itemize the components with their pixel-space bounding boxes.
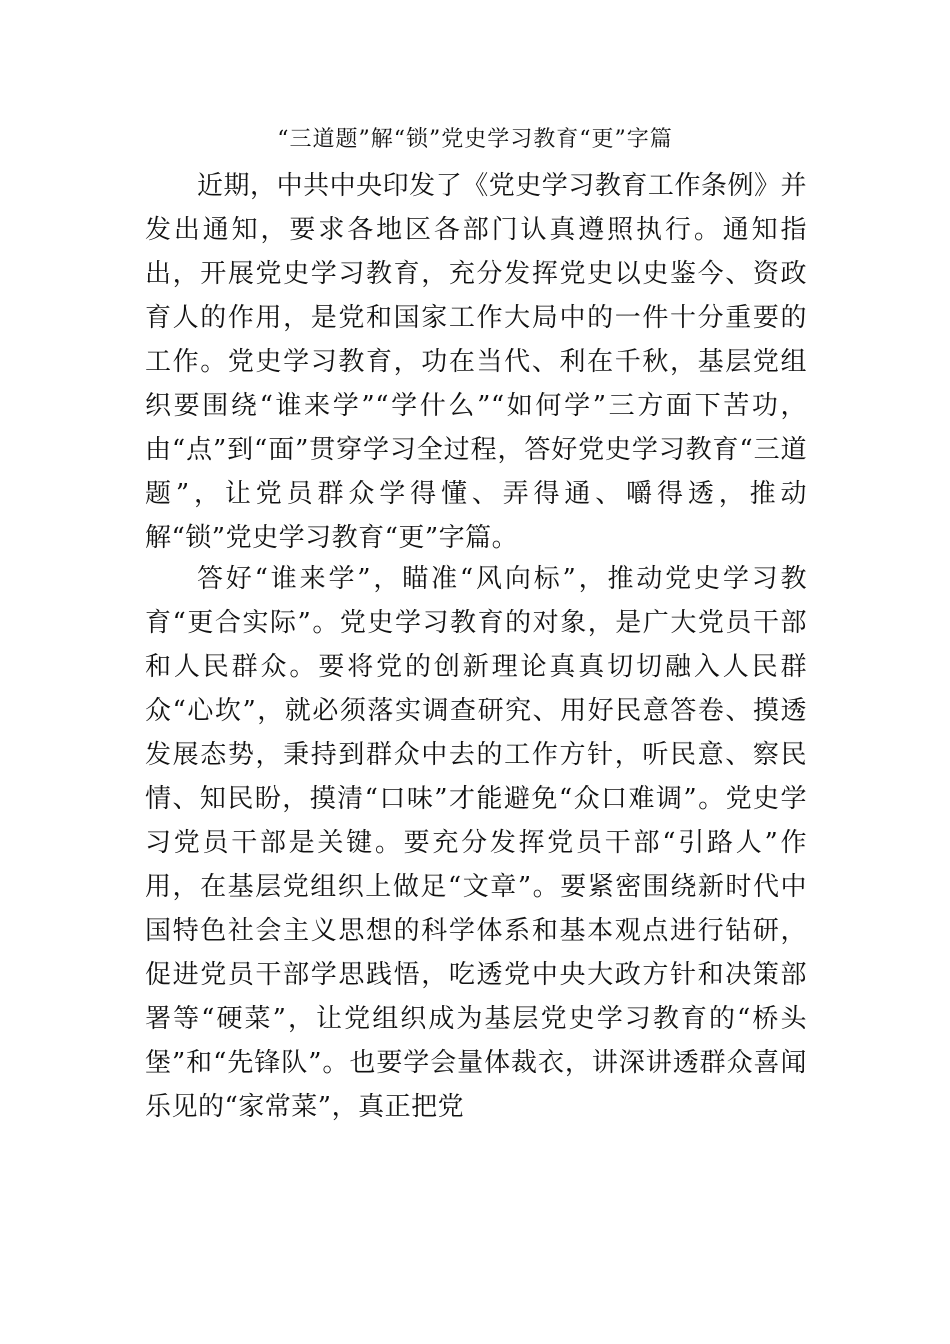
paragraph-1: 近期，中共中央印发了《党史学习教育工作条例》并发出通知，要求各地区各部门认真遵照执行。通知指出，开展党史学习教育，充分发挥党史以史鉴今、资政育人的作用，是党和国家工作大局中的一件十分重要的工作。党史学习教育，功在当代、利在千秋，基层党组织要围绕“谁来学”“学什么”“如何学”三方面下苦功，由“点”到“面”贯穿学习全过程，答好党史学习教育“三道题”，让党员群众学得懂、弄得通、嚼得透，推动解“锁”党史学习教育“更”字篇。 [145,171,807,553]
document-title: “三道题”解“锁”党史学习教育“更”字篇 [277,127,673,152]
paragraph-2: 答好“谁来学”，瞄准“风向标”，推动党史学习教育“更合实际”。党史学习教育的对象，是广大党员干部和人民群众。要将党的创新理论真真切切融入人民群众“心坎”，就必须落实调查研究、用好民意答卷、摸透发展态势，秉持到群众中去的工作方针，听民意、察民情、知民盼，摸清“口味”才能避免“众口难调”。党史学习党员干部是关键。要充分发挥党员干部“引路人”作用，在基层党组织上做足“文章”。要紧密围绕新时代中国特色社会主义思想的科学体系和基本观点进行钻研，促进党员干部学思践悟，吃透党中央大政方针和决策部署等“硬菜”，让党组织成为基层党史学习教育的“桥头堡”和“先锋队”。也要学会量体裁衣，讲深讲透群众喜闻乐见的“家常菜”，真正把党 [145,564,807,1122]
